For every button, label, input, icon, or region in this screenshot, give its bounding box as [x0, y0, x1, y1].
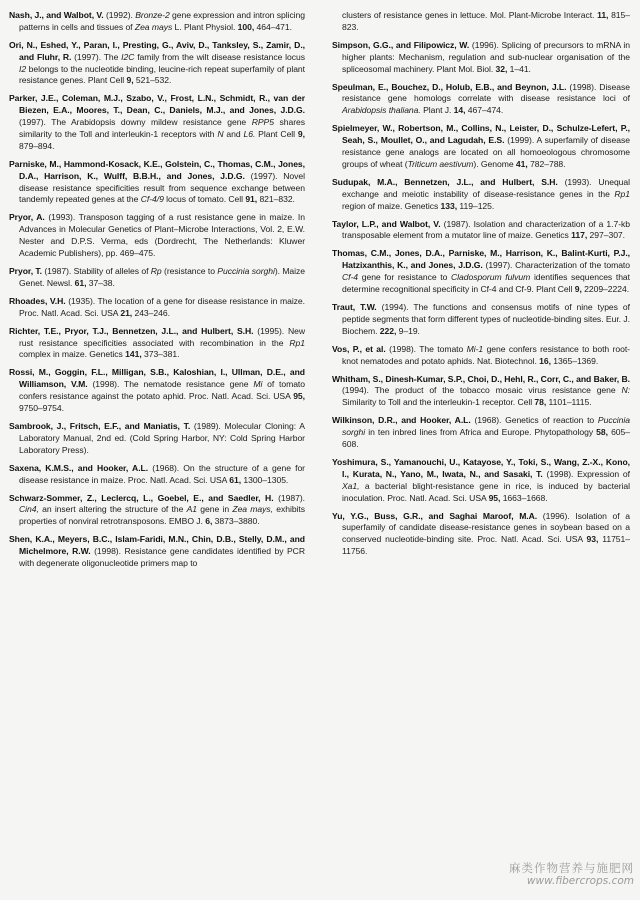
- reference-volume: 117,: [571, 230, 588, 241]
- reference-text: 1300–1305.: [241, 474, 289, 485]
- reference-text: family from the wilt disease resistance locus: [134, 51, 305, 62]
- reference-text: L. Plant Physiol.: [172, 21, 238, 32]
- reference-text: 605–608.: [342, 427, 630, 450]
- reference-entry: [332, 10, 630, 34]
- reference-italic-term: I2C: [121, 51, 135, 62]
- reference-text: (1996). Splicing of precursors to mRNA in higher plants: Mechanism, regulation and sub-nuclear organisation of the spliceosomal machinery. Plant Mol. Biol.: [342, 39, 631, 74]
- reference-text: (1998). Expression of: [542, 468, 630, 479]
- right-column: [332, 10, 630, 564]
- reference-volume: 95,: [488, 492, 501, 503]
- reference-text: 782–788.: [527, 158, 566, 169]
- reference-authors: Thomas, C.M., Jones, D.A., Parniske, M., Harrison, K., Balint-Kurti, P.J., Hatzixanthis, K., and Jones, J.D.G.: [332, 248, 630, 271]
- reference-text: gene confers resistance to both root-knot nematodes and potato aphids. Nat. Biotechnol.: [342, 343, 630, 366]
- reference-entry: [332, 248, 630, 295]
- reference-text: 821–832.: [257, 194, 295, 205]
- reference-entry: [9, 463, 305, 487]
- reference-authors: Wilkinson, D.R., and Hooker, A.L.: [332, 415, 471, 426]
- reference-text: locus of tomato. Cell: [163, 194, 246, 205]
- reference-text: 3873–3880.: [212, 516, 260, 527]
- reference-text: (1968). On the structure of a gene for disease resistance in maize. Proc. Natl. Acad. Sci. USA: [19, 462, 305, 485]
- reference-italic-term: N: [217, 128, 224, 139]
- reference-text: clusters of resistance genes in lettuce. Mol. Plant-Microbe Interact.: [342, 10, 598, 20]
- reference-authors: Simpson, G.G., and Filipowicz, W.: [332, 39, 470, 50]
- reference-text: gene in: [197, 504, 233, 515]
- reference-authors: Richter, T.E., Pryor, T.J., Bennetzen, J.L., and Hulbert, S.H.: [9, 325, 254, 336]
- reference-text: (1996). Isolation of a superfamily of candidate disease-resistance genes in soybean based on a conserved nucleotide-binding site. Proc. Natl. Acad. Sci. USA: [342, 510, 630, 545]
- reference-entry: [9, 212, 305, 259]
- reference-text: 1663–1668.: [500, 492, 548, 503]
- reference-text: (1998). Resistance gene candidates identified by PCR with degenerate oligonucleotide primers map to: [19, 546, 305, 568]
- reference-authors: Parniske, M., Hammond-Kosack, K.E., Golstein, C., Thomas, C.M., Jones, D.A., Harrison, K., Wulff, B.B.H., and Jones, J.D.G.: [9, 158, 305, 181]
- reference-italic-term: Cin4,: [19, 504, 39, 515]
- reference-volume: 9,: [126, 75, 134, 86]
- reference-entry: [332, 344, 630, 368]
- reference-volume: 32,: [495, 63, 508, 74]
- reference-text: of tomato confers resistance against the potato aphid. Proc. Natl. Acad. Sci. USA: [19, 379, 305, 402]
- watermark-site-name: 麻类作物营养与施肥网: [509, 861, 634, 875]
- reference-entry: [9, 534, 305, 570]
- reference-italic-term: Mi-1: [466, 343, 484, 354]
- reference-text: (1989). Molecular Cloning: A Laboratory Manual, 2nd ed. (Cold Spring Harbor, NY: Cold Spring Harbor Laboratory Press).: [19, 421, 305, 455]
- reference-italic-term: RPP5: [251, 117, 274, 128]
- reference-text: identifies sequences that determine recognitional specificity in Cf-4 and Cf-9. Plant Cell: [342, 272, 630, 294]
- reference-text: (1968). Genetics of reaction to: [470, 415, 598, 426]
- reference-text: (1999). A superfamily of disease resistance gene analogs are located on all homoeologous chromosome groups of wheat (: [342, 135, 630, 169]
- reference-text: region of maize. Genetics: [342, 200, 441, 211]
- reference-italic-term: Rp1: [289, 337, 305, 348]
- reference-entry: [332, 177, 630, 213]
- reference-text: Plant Cell: [255, 128, 298, 139]
- reference-italic-term: Arabidopsis thaliana.: [342, 105, 421, 116]
- reference-text: a bacterial blight-resistance gene in rice, is induced by bacterial inoculation. Proc. Natl. Acad. Sci. USA: [342, 480, 630, 503]
- reference-entry: [9, 421, 305, 457]
- reference-text: 2209–2224.: [581, 284, 630, 294]
- reference-text: shares similarity to the Toll and interleukin-1 receptors with: [19, 117, 305, 139]
- reference-entry: [332, 302, 630, 338]
- reference-italic-term: Bronze-2: [135, 10, 170, 20]
- reference-authors: Yoshimura, S., Yamanouchi, U., Katayose, Y., Toki, S., Wang, Z.-X., Kono, I., Kurata, N., Yano, M., Iwata, N., and Sasaki, T.: [332, 457, 630, 479]
- reference-authors: Speulman, E., Bouchez, D., Holub, E.B., and Beynon, J.L.: [332, 81, 567, 92]
- reference-authors: Sambrook, J., Fritsch, E.F., and Maniatis, T.: [9, 421, 191, 431]
- reference-entry: [332, 123, 630, 170]
- reference-text: 373–381.: [141, 349, 180, 360]
- reference-text: (1997). Novel disease resistance specificities result from sequence exchange between tandemly repeated genes at the: [19, 170, 306, 205]
- reference-text: 464–471.: [254, 21, 292, 32]
- reference-text: in ten inbred lines from Africa and Europe. Phytopathology: [365, 427, 597, 438]
- reference-entry: [332, 511, 630, 558]
- reference-authors: Rossi, M., Goggin, F.L., Milligan, S.B., Kaloshian, I., Ullman, D.E., and Williamson, V.M.: [9, 367, 305, 390]
- reference-entry: [332, 82, 630, 118]
- reference-italic-term: I2: [19, 63, 27, 74]
- reference-text: 467–474.: [465, 105, 504, 116]
- reference-volume: 78,: [534, 397, 547, 408]
- reference-italic-term: A1: [186, 504, 198, 515]
- reference-entry: [9, 367, 305, 414]
- reference-text: 9–19.: [396, 325, 420, 336]
- reference-text: (1998). Disease resistance gene homologs correlate with disease resistance loci of: [342, 81, 630, 104]
- reference-authors: Pryor, T.: [9, 265, 42, 276]
- watermark-url: www.fibercrops.com: [526, 875, 634, 887]
- reference-authors: Schwarz-Sommer, Z., Leclercq, L., Goebel, E., and Saedler, H.: [9, 492, 274, 503]
- watermark: [509, 862, 634, 888]
- reference-text: (1997). The: [71, 51, 122, 62]
- reference-text: ). Maize Genet. Newsl.: [19, 265, 306, 288]
- reference-italic-term: Cf-4/9: [140, 194, 164, 205]
- reference-entry: [332, 374, 630, 410]
- reference-authors: Rhoades, V.H.: [9, 295, 66, 306]
- reference-text: 521–532.: [133, 75, 172, 86]
- reference-italic-term: Puccinia sorghi: [217, 265, 275, 276]
- reference-text: (1998). The tomato: [385, 343, 467, 354]
- reference-italic-term: Puccinia sorghi: [342, 415, 630, 438]
- reference-volume: 58,: [596, 427, 608, 438]
- reference-text: Plant J.: [420, 105, 454, 116]
- reference-authors: Vos, P., et al.: [332, 343, 386, 354]
- reference-italic-term: Xa1,: [342, 480, 360, 491]
- reference-entry: [9, 266, 305, 290]
- reference-text: 119–125.: [457, 200, 495, 211]
- reference-text: gene expression and intron splicing patterns in cells and tissues of: [19, 10, 306, 32]
- reference-text: gene for resistance to: [358, 272, 451, 283]
- reference-volume: 91,: [245, 194, 258, 205]
- reference-volume: 95,: [293, 391, 305, 402]
- reference-text: 815–823.: [342, 10, 630, 32]
- reference-authors: Whitham, S., Dinesh-Kumar, S.P., Choi, D., Hehl, R., Corr, C., and Baker, B.: [332, 373, 630, 384]
- reference-entry: [9, 493, 305, 529]
- reference-italic-term: Zea mays: [134, 21, 173, 32]
- reference-text: Similarity to Toll and the interleukin-1 receptor. Cell: [342, 397, 535, 408]
- reference-text: ). Genome: [473, 158, 516, 169]
- reference-authors: Spielmeyer, W., Robertson, M., Collins, N., Leister, D., Schulze-Lefert, P., Seah, S., Moullet, O., and Lagudah, E.S.: [332, 123, 630, 146]
- reference-text: (1987).: [273, 492, 305, 503]
- reference-text: 1–41.: [507, 63, 531, 74]
- left-column: [9, 10, 305, 576]
- reference-volume: 14,: [453, 105, 466, 116]
- reference-entry: [9, 159, 305, 206]
- reference-authors: Yu, Y.G., Buss, G.R., and Saghai Maroof, M.A.: [332, 510, 538, 521]
- reference-italic-term: Zea mays,: [232, 504, 273, 515]
- reference-italic-term: Rp: [150, 265, 162, 276]
- reference-entry: [332, 219, 630, 243]
- reference-text: (1993). Unequal exchange and meiotic instability of disease-resistance genes in the: [342, 176, 631, 199]
- reference-authors: Traut, T.W.: [332, 302, 377, 313]
- reference-text: an insert altering the structure of the: [38, 504, 187, 515]
- reference-entry: [9, 326, 305, 362]
- reference-entry: [332, 40, 630, 76]
- reference-volume: 11,: [597, 10, 609, 20]
- reference-text: (1992).: [103, 10, 136, 20]
- reference-volume: 61,: [229, 474, 242, 485]
- reference-text: 879–894.: [19, 140, 55, 151]
- reference-text: (1998). The nematode resistance gene: [87, 379, 254, 390]
- reference-italic-term: Triticum aestivum: [407, 158, 474, 169]
- reference-volume: 9,: [574, 284, 582, 294]
- reference-text: (1994). The product of the tobacco mosaic virus resistance gene: [342, 385, 622, 396]
- reference-text: (1935). The location of a gene for disease resistance in maize. Proc. Natl. Acad. Sci. USA: [19, 295, 305, 318]
- reference-text: (1997). The Arabidopsis downy mildew resistance gene: [19, 117, 252, 128]
- reference-text: 9750–9754.: [19, 402, 64, 413]
- reference-authors: Saxena, K.M.S., and Hooker, A.L.: [9, 462, 149, 473]
- reference-authors: Shen, K.A., Meyers, B.C., Islam-Faridi, M.N., Chin, D.B., Stelly, D.M., and Michelmore, R.W.: [9, 534, 305, 557]
- reference-entry: [9, 93, 305, 152]
- reference-text: exhibits properties of nonviral retrotransposons. EMBO J.: [19, 504, 305, 527]
- reference-italic-term: Cf-4: [342, 272, 359, 283]
- reference-text: 297–307.: [587, 230, 626, 241]
- reference-volume: 141,: [125, 349, 142, 360]
- reference-entry: [9, 10, 305, 34]
- reference-volume: 9,: [297, 128, 305, 139]
- reference-text: 243–246.: [132, 307, 170, 318]
- reference-italic-term: L6.: [243, 128, 256, 139]
- reference-text: belongs to the nucleotide binding, leucine-rich repeat superfamily of plant resistance genes. Plant Cell: [19, 63, 305, 86]
- reference-volume: 41,: [515, 158, 528, 169]
- reference-text: complex in maize. Genetics: [19, 349, 126, 360]
- reference-authors: Taylor, L.P., and Walbot, V.: [332, 218, 441, 229]
- reference-italic-term: Cladosporum fulvum: [451, 272, 531, 283]
- reference-text: (resistance to: [161, 265, 218, 276]
- reference-text: (1994). The functions and consensus motifs of nine types of peptide segments that form different types of nucleotide-binding sites. Eur. J. Biochem.: [342, 302, 630, 336]
- reference-authors: Sudupak, M.A., Bennetzen, J.L., and Hulbert, S.H.: [332, 176, 558, 187]
- reference-text: 11751–11756.: [342, 534, 630, 557]
- reference-italic-term: N:: [621, 385, 630, 396]
- reference-text: (1987). Stability of alleles of: [42, 265, 151, 276]
- reference-volume: 100,: [237, 21, 255, 32]
- reference-volume: 133,: [440, 200, 458, 211]
- reference-text: and: [223, 128, 244, 139]
- reference-volume: 16,: [539, 355, 551, 366]
- reference-entry: [332, 415, 630, 451]
- reference-text: (1993). Transposon tagging of a rust resistance gene in maize. In Advances in Molecular Genetics of Plant–Microbe Interactions, Vol. 2, E.W. Nester and D.P.S. Verma, eds (Dordrecht, The Netherlands: Kluwer Academic Publishers), pp. 469–475.: [19, 212, 305, 258]
- reference-text: 1101–1115.: [546, 397, 592, 408]
- reference-text: 37–38.: [86, 277, 115, 288]
- reference-text: (1995). New rust resistance specificities associated with recombination in the: [19, 325, 305, 348]
- reference-authors: Nash, J., and Walbot, V.: [9, 10, 104, 20]
- reference-text: (1997). Characterization of the tomato: [482, 260, 630, 271]
- reference-volume: 93,: [586, 534, 599, 545]
- reference-volume: 222,: [379, 325, 397, 336]
- reference-volume: 6,: [205, 516, 213, 527]
- reference-authors: Ori, N., Eshed, Y., Paran, I., Presting, G., Aviv, D., Tanksley, S., Zamir, D., and Fluhr, R.: [9, 39, 305, 62]
- reference-italic-term: Mi: [253, 379, 263, 390]
- reference-text: 1365–1369.: [550, 355, 599, 366]
- reference-entry: [9, 40, 305, 87]
- reference-text: (1987). Isolation and characterization of a 1.7-kb transposable element from a mutator line of maize. Genetics: [342, 218, 630, 241]
- reference-italic-term: Rp1: [614, 188, 630, 199]
- reference-authors: Pryor, A.: [9, 212, 45, 223]
- reference-volume: 61,: [74, 277, 87, 288]
- reference-authors: Parker, J.E., Coleman, M.J., Szabo, V., Frost, L.N., Schmidt, R., van der Biezen, E.A., Moores, T., Dean, C., Daniels, M.J., and Jones, J.D.G.: [9, 93, 305, 116]
- reference-volume: 21,: [120, 307, 133, 318]
- reference-entry: [9, 296, 305, 320]
- reference-entry: [332, 457, 630, 504]
